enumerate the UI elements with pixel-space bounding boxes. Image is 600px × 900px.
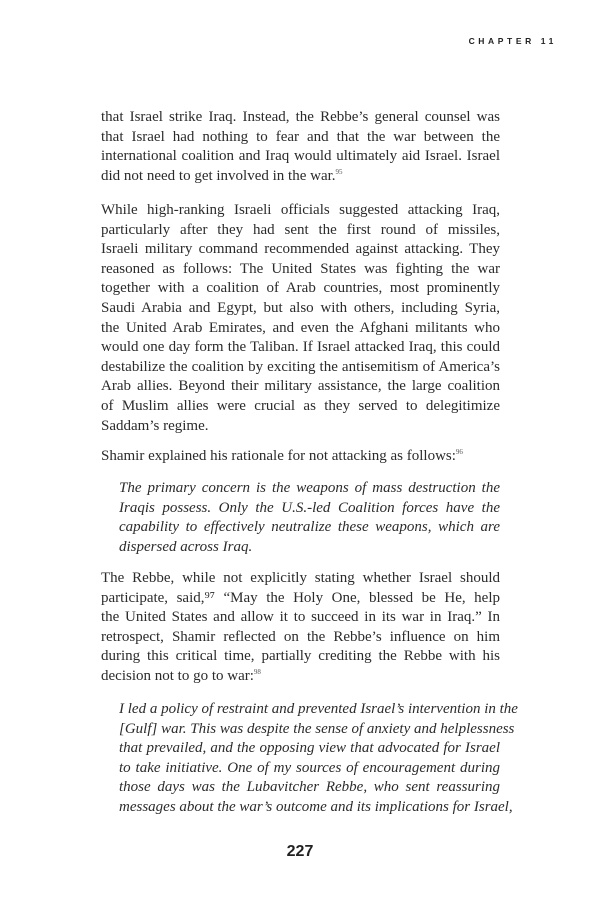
page-number: 227: [286, 843, 314, 860]
paragraph: [101, 201, 500, 436]
text-line: that Israel had nothing to fear and that the war between the: [101, 128, 500, 145]
text-line: decision not to go to war:$^{98}$: [101, 667, 261, 684]
text-line: Iraqis possess. Only the U.S.-led Coalition forces have the: [119, 499, 500, 516]
text-line: messages about the war’s outcome and its implications for Israel,: [119, 798, 513, 815]
text-line: during this critical time, partially crediting the Rebbe with his: [101, 648, 500, 665]
text-line: Israeli military command recommended against attacking. They: [101, 241, 500, 258]
text-line: the United States and allow it to succeed in its war in Iraq.” In: [101, 609, 500, 626]
text-line: would one day form the Taliban. If Israel attacked Iraq, this could: [101, 339, 500, 356]
text-line: international coalition and Iraq would ultimately aid Israel. Israel: [101, 148, 500, 165]
block-quote: [119, 479, 500, 557]
text-line: destabilize the coalition by exciting the antisemitism of America’s: [101, 358, 500, 375]
text-line: of Muslim allies were crucial as they served to delegitimize: [101, 397, 500, 414]
text-line: I led a policy of restraint and prevented Israel’s intervention in the: [119, 701, 518, 717]
text-line: Shamir explained his rationale for not attacking as follows:$^{96}$: [101, 448, 463, 464]
text-line: that prevailed, and the opposing view that advocated for Israel: [119, 740, 500, 757]
chapter-header: CHAPTER 11: [468, 36, 557, 46]
text-line: The primary concern is the weapons of mass destruction the: [119, 480, 500, 496]
footnote-marker[interactable]: 95: [335, 167, 343, 176]
text-line: Arab allies. Beyond their military assistance, the large coalition: [101, 378, 500, 395]
text-line: The Rebbe, while not explicitly stating whether Israel should: [101, 570, 500, 586]
text-line: [Gulf] war. This was despite the sense of anxiety and helplessness: [119, 720, 515, 737]
text-line: Saudi Arabia and Egypt, but also with others, including Syria,: [101, 299, 500, 316]
block-quote: [119, 700, 518, 818]
text-line: particularly after they had sent the first round of missiles,: [101, 221, 500, 238]
footnote-marker[interactable]: 96: [455, 448, 463, 456]
text-line: retrospect, Shamir reflected on the Rebbe’s influence on him: [101, 628, 500, 645]
text-line: to take initiative. One of my sources of encouragement during: [119, 759, 500, 776]
footnote-marker[interactable]: 98: [253, 667, 261, 676]
paragraph: [101, 108, 500, 186]
text-line: did not need to get involved in the war.$^{95}$: [101, 167, 343, 184]
text-line: reasoned as follows: The United States was fighting the war: [101, 260, 500, 277]
text-line: those days was the Lubavitcher Rebbe, who sent reassuring: [119, 779, 500, 796]
text-line: While high-ranking Israeli officials suggested attacking Iraq,: [101, 202, 500, 218]
text-line: capability to effectively neutralize these weapons, which are: [119, 519, 500, 536]
text-line: together with a coalition of Arab countries, most prominently: [101, 280, 500, 297]
text-line: Saddam’s regime.: [101, 417, 209, 434]
text-line: dispersed across Iraq.: [119, 538, 253, 555]
text-line: participate, said,⁹⁷ “May the Holy One, blessed be He, help: [101, 589, 500, 606]
text-line: the United Arab Emirates, and even the Afghani militants who: [101, 319, 500, 336]
paragraph: [101, 447, 500, 467]
paragraph: [101, 569, 500, 687]
text-line: that Israel strike Iraq. Instead, the Rebbe’s general counsel was: [101, 109, 500, 125]
